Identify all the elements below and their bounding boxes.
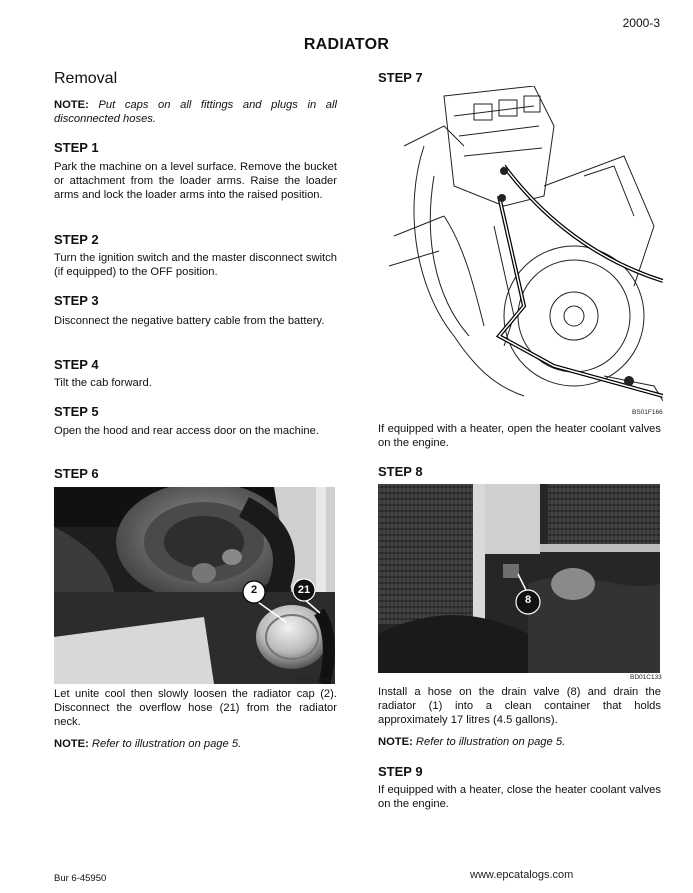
step-5-text: Open the hood and rear access door on the machine. [54,425,319,437]
step-7-heading: STEP 7 [378,70,423,85]
callout-8: 8 [524,594,532,606]
step-2-text: Turn the ignition switch and the master disconnect switch (if equipped) to the OFF position. [54,252,337,278]
step-1-text: Park the machine on a level surface. Remove the bucket or attachment from the loader arms. Raise the loader arms and lock the loader arms into the raised position. [54,161,337,201]
step-6-figure-code: BD01C113 [298,677,330,684]
step-6-text: Let unite cool then slowly loosen the radiator cap (2). Disconnect the overflow hose (21) from the radiator neck. [54,688,337,728]
step-8-photo [378,484,660,673]
page-title: RADIATOR [303,36,390,53]
step-8-text: Install a hose on the drain valve (8) and drain the radiator (1) into a clean container that holds approximately 17 litres (4.5 gallons). [378,686,661,726]
step-6-photo [54,487,335,684]
step-4-heading: STEP 4 [54,357,99,372]
callout-2: 2 [250,584,258,596]
step-3-heading: STEP 3 [54,293,99,308]
footer-watermark: www.epcatalogs.com [470,869,574,881]
footer-document-id: Bur 6-45950 [54,873,107,884]
drain-valve-illustration [378,484,660,673]
step-6-note [54,737,337,751]
note-label: NOTE: [54,738,89,750]
callout-21: 21 [297,584,311,596]
note-text: Refer to illustration on page 5. [415,736,566,748]
step-3-text: Disconnect the negative battery cable from the battery. [54,315,325,327]
step-4-text: Tilt the cab forward. [54,377,152,389]
step-9-text: If equipped with a heater, close the heater coolant valves on the engine. [378,784,661,810]
page-number: 2000-3 [622,16,660,30]
step-7-figure-code: BS01F166 [632,409,663,416]
note-text: Refer to illustration on page 5. [91,738,242,750]
note-text: Put caps on all fittings and plugs in all disconnected hoses. [54,99,337,125]
step-8-note [378,735,661,749]
step-9-heading: STEP 9 [378,764,423,779]
step-1-heading: STEP 1 [54,140,99,155]
step-7-drawing [384,86,663,412]
radiator-cap-illustration [54,487,335,684]
step-2-heading: STEP 2 [54,232,99,247]
note-label: NOTE: [54,99,89,111]
step-5-heading: STEP 5 [54,404,99,419]
note-top [54,98,337,126]
step-8-figure-code: BD01C133 [630,674,662,681]
note-label: NOTE: [378,736,413,748]
step-6-heading: STEP 6 [54,466,99,481]
step-8-heading: STEP 8 [378,464,423,479]
step-7-text: If equipped with a heater, open the heater coolant valves on the engine. [378,423,661,449]
engine-line-drawing [384,86,663,412]
section-heading: Removal [54,70,118,87]
